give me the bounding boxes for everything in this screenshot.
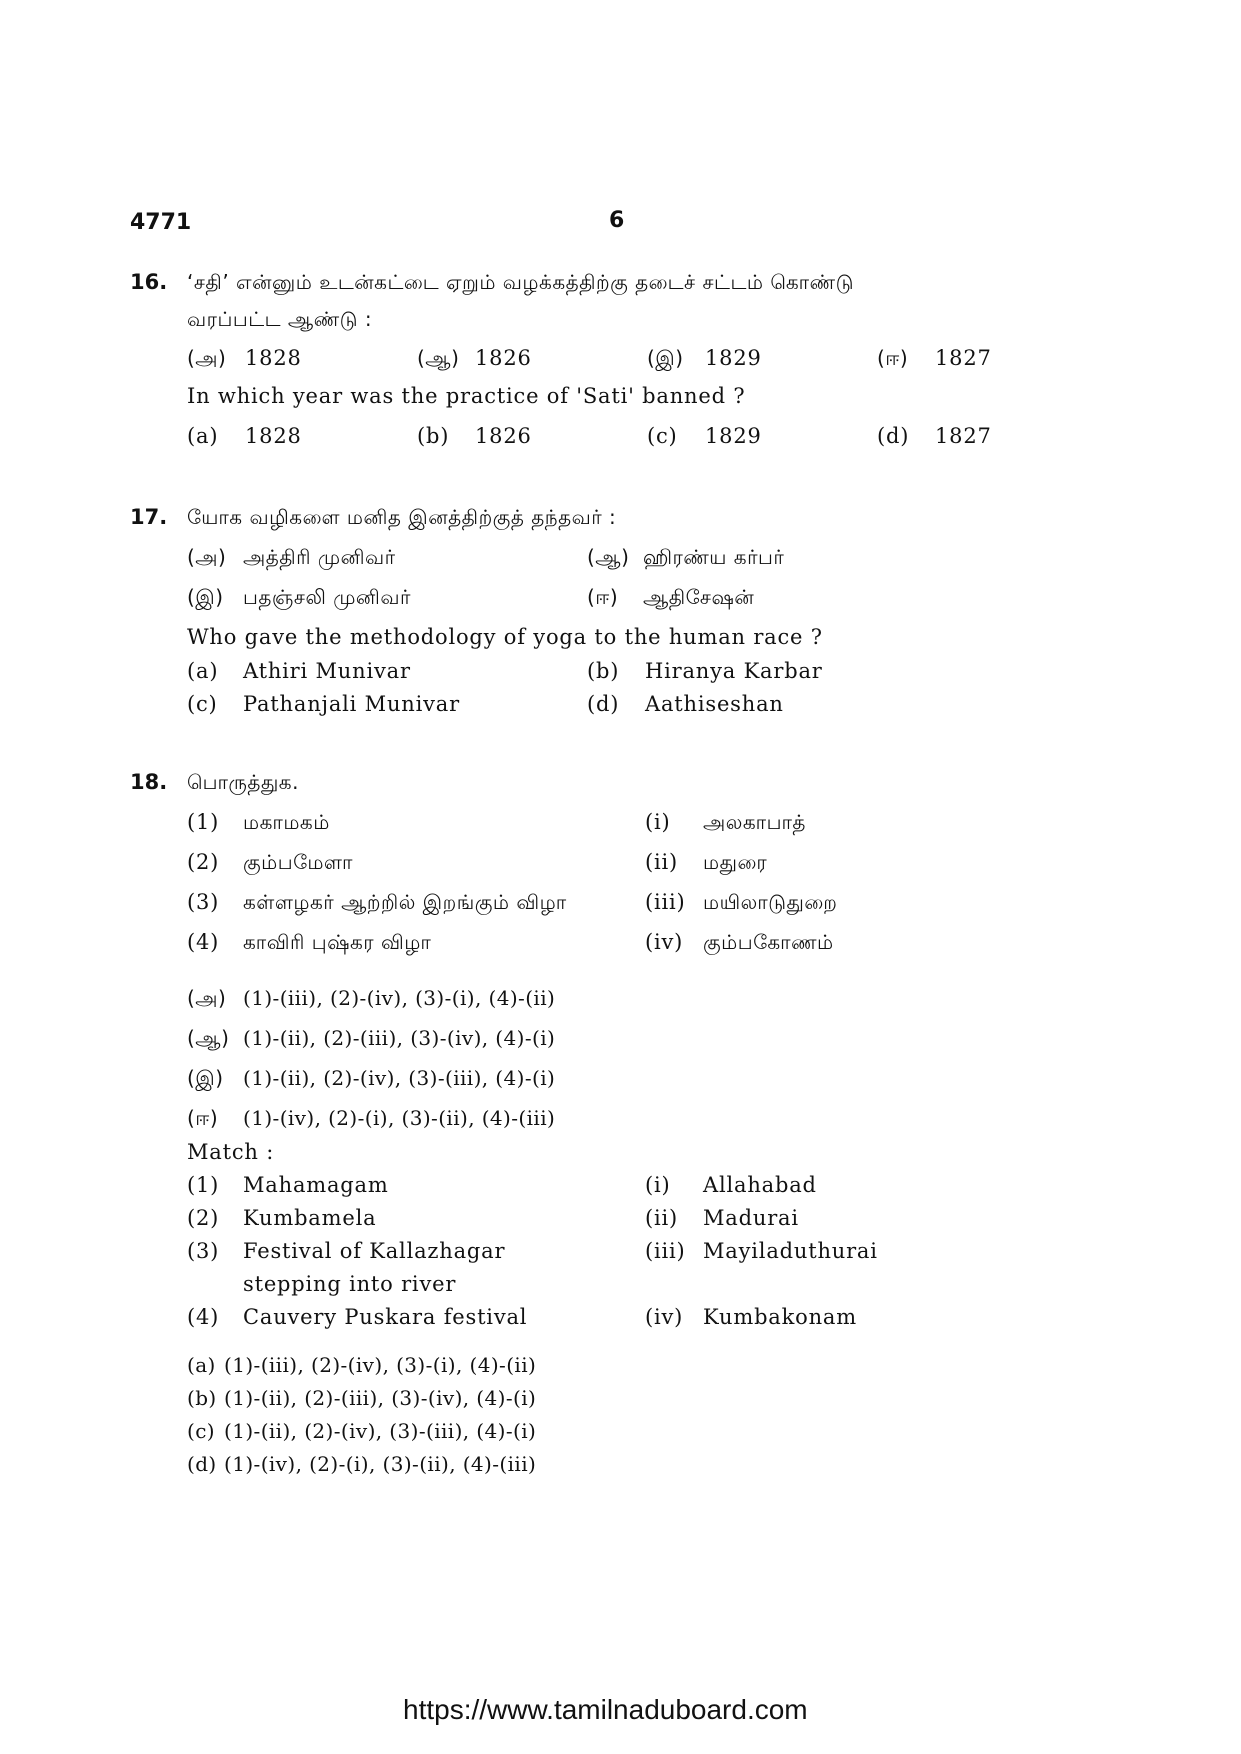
answer-label: (a) <box>187 1353 216 1377</box>
answer-label: (c) <box>187 1419 216 1443</box>
option-text: அத்திரி முனிவர் <box>243 545 396 569</box>
option-label: (b) <box>417 424 450 448</box>
match-left-text: கள்ளழகர் ஆற்றில் இறங்கும் விழா <box>243 890 567 914</box>
option-text: ஹிரண்ய கர்பர் <box>643 545 785 569</box>
question-text-english: In which year was the practice of 'Sati' banned ? <box>187 384 746 408</box>
option-text: 1829 <box>705 346 762 370</box>
question-text-tamil: யோக வழிகளை மனித இனத்திற்குத் தந்தவர் : <box>187 505 617 529</box>
option-text: 1828 <box>245 346 302 370</box>
answer-label: (இ) <box>187 1066 224 1090</box>
question-text-english: Who gave the methodology of yoga to the human race ? <box>187 625 823 649</box>
answer-label: (d) <box>187 1452 217 1476</box>
match-right-text: அலகாபாத் <box>703 810 806 834</box>
option-text: 1828 <box>245 424 302 448</box>
option-text: Aathiseshan <box>645 692 784 716</box>
option-text: பதஞ்சலி முனிவர் <box>243 585 411 609</box>
option-text: 1827 <box>935 346 992 370</box>
match-right-label: (ii) <box>645 1206 679 1230</box>
answer-label: (ஆ) <box>187 1026 230 1050</box>
match-left-label: (3) <box>187 890 220 914</box>
match-right-text: கும்பகோணம் <box>703 930 834 954</box>
option-text: 1826 <box>475 424 532 448</box>
match-right-text: Allahabad <box>703 1173 817 1197</box>
match-left-text: காவிரி புஷ்கர விழா <box>243 930 432 954</box>
option-label: (இ) <box>187 585 224 609</box>
option-label: (d) <box>587 692 620 716</box>
answer-text: (1)-(iii), (2)-(iv), (3)-(i), (4)-(ii) <box>224 1353 537 1377</box>
option-text: 1827 <box>935 424 992 448</box>
option-text: Athiri Munivar <box>243 659 411 683</box>
question-text-tamil: ‘சதி’ என்னும் உடன்கட்டை ஏறும் வழக்கத்திற்கு தடைச் சட்டம் கொண்டு <box>187 270 854 294</box>
question-number: 16. <box>130 270 168 294</box>
option-text: Pathanjali Munivar <box>243 692 460 716</box>
question-text-tamil: பொருத்துக. <box>187 770 299 794</box>
match-right-text: Madurai <box>703 1206 799 1230</box>
option-label: (c) <box>187 692 218 716</box>
match-left-text: Festival of Kallazhagar <box>243 1239 506 1263</box>
match-left-text: கும்பமேளா <box>243 850 353 874</box>
option-label: (b) <box>587 659 620 683</box>
match-right-label: (iv) <box>645 930 684 954</box>
match-right-label: (iii) <box>645 890 686 914</box>
match-left-label: (2) <box>187 1206 220 1230</box>
match-left-text: மகாமகம் <box>243 810 330 834</box>
match-right-text: Kumbakonam <box>703 1305 857 1329</box>
question-number: 18. <box>130 770 168 794</box>
answer-text: (1)-(ii), (2)-(iv), (3)-(iii), (4)-(i) <box>243 1066 556 1090</box>
match-left-label: (1) <box>187 810 220 834</box>
paper-code: 4771 <box>130 210 192 235</box>
option-label: (a) <box>187 659 219 683</box>
match-right-label: (iv) <box>645 1305 684 1329</box>
footer-url[interactable]: https://www.tamilnaduboard.com <box>403 1694 808 1725</box>
answer-text: (1)-(ii), (2)-(iv), (3)-(iii), (4)-(i) <box>224 1419 537 1443</box>
answer-text: (1)-(ii), (2)-(iii), (3)-(iv), (4)-(i) <box>243 1026 556 1050</box>
page-number: 6 <box>609 208 625 233</box>
option-label: (c) <box>647 424 678 448</box>
question-text-tamil-cont: வரப்பட்ட ஆண்டு : <box>187 307 373 331</box>
option-text: 1829 <box>705 424 762 448</box>
option-label: (இ) <box>647 346 684 370</box>
match-left-label: (1) <box>187 1173 220 1197</box>
match-right-label: (iii) <box>645 1239 686 1263</box>
answer-label: (b) <box>187 1386 217 1410</box>
answer-text: (1)-(iv), (2)-(i), (3)-(ii), (4)-(iii) <box>243 1106 556 1130</box>
match-right-label: (i) <box>645 810 671 834</box>
option-label: (ஆ) <box>587 545 630 569</box>
option-text: Hiranya Karbar <box>645 659 823 683</box>
match-left-text: Kumbamela <box>243 1206 377 1230</box>
option-text: 1826 <box>475 346 532 370</box>
match-left-text-cont: stepping into river <box>243 1272 457 1296</box>
answer-text: (1)-(iv), (2)-(i), (3)-(ii), (4)-(iii) <box>224 1452 537 1476</box>
option-text: ஆதிசேஷன் <box>643 585 755 609</box>
match-right-text: மயிலாடுதுறை <box>703 890 838 914</box>
answer-label: (அ) <box>187 986 227 1010</box>
option-label: (ஈ) <box>587 585 619 609</box>
match-left-label: (4) <box>187 930 220 954</box>
match-left-label: (4) <box>187 1305 220 1329</box>
match-right-text: Mayiladuthurai <box>703 1239 878 1263</box>
option-label: (ஈ) <box>877 346 909 370</box>
answer-text: (1)-(ii), (2)-(iii), (3)-(iv), (4)-(i) <box>224 1386 537 1410</box>
option-label: (ஆ) <box>417 346 460 370</box>
match-left-text: Cauvery Puskara festival <box>243 1305 528 1329</box>
match-left-label: (3) <box>187 1239 220 1263</box>
option-label: (a) <box>187 424 219 448</box>
answer-label: (ஈ) <box>187 1106 219 1130</box>
option-label: (d) <box>877 424 910 448</box>
match-left-label: (2) <box>187 850 220 874</box>
option-label: (அ) <box>187 545 227 569</box>
match-right-label: (i) <box>645 1173 671 1197</box>
match-right-label: (ii) <box>645 850 679 874</box>
match-left-text: Mahamagam <box>243 1173 389 1197</box>
answer-text: (1)-(iii), (2)-(iv), (3)-(i), (4)-(ii) <box>243 986 556 1010</box>
question-text-english: Match : <box>187 1140 275 1164</box>
option-label: (அ) <box>187 346 227 370</box>
match-right-text: மதுரை <box>703 850 768 874</box>
question-number: 17. <box>130 505 168 529</box>
